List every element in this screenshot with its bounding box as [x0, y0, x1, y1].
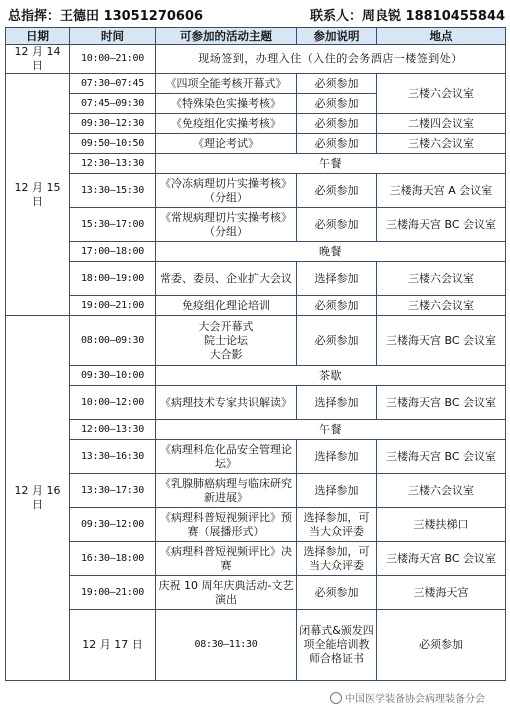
table-row	[6, 542, 506, 576]
column-header-time: 时间	[70, 28, 156, 45]
table-row	[6, 474, 506, 508]
table-row	[6, 134, 506, 154]
topic-cell: 《四项全能考核开幕式》	[156, 74, 297, 94]
note-cell: 选择参加，可当大众评委	[297, 542, 377, 576]
topic-cell: 《理论考试》	[156, 134, 297, 154]
topic-cell: 庆祝 10 周年庆典活动-文艺演出	[156, 576, 297, 610]
note-cell: 必须参加	[297, 74, 377, 94]
place-cell: 三楼六会议室	[377, 74, 506, 114]
note-cell: 必须参加	[297, 296, 377, 316]
lunch-cell: 午餐	[156, 420, 506, 440]
table-row	[6, 420, 506, 440]
note-cell: 必须参加	[297, 208, 377, 242]
time-cell: 18:00—19:00	[70, 262, 156, 296]
time-cell: 09:30—12:00	[70, 508, 156, 542]
topic-cell: 免疫组化理论培训	[156, 296, 297, 316]
header-bar	[0, 0, 510, 28]
time-cell: 15:30—17:00	[70, 208, 156, 242]
contact-info	[310, 5, 505, 24]
topic-cell: 《病理技术专家共识解读》	[156, 386, 297, 420]
place-cell: 三楼六会议室	[377, 262, 506, 296]
column-header-note: 参加说明	[297, 28, 377, 45]
note-cell: 必须参加	[377, 610, 506, 681]
table-row	[6, 508, 506, 542]
table-row	[6, 440, 506, 474]
topic-cell: 《免疫组化实操考核》	[156, 114, 297, 134]
date-cell: 12 月 14 日	[6, 45, 70, 74]
topic-cell	[156, 316, 297, 366]
time-cell: 07:45—09:30	[70, 94, 156, 114]
table-row	[6, 576, 506, 610]
topic-cell: 《常规病理切片实操考核》（分组）	[156, 208, 297, 242]
table-row	[6, 316, 506, 366]
place-cell: 三楼扶梯口	[377, 508, 506, 542]
time-cell: 16:30—18:00	[70, 542, 156, 576]
table-row	[6, 242, 506, 262]
column-header-date: 日期	[6, 28, 70, 45]
place-cell: 三楼海天宫 BC 会议室	[377, 440, 506, 474]
note-cell: 必须参加	[297, 134, 377, 154]
place-cell: 三楼海天宫 BC 会议室	[377, 208, 506, 242]
table-row	[6, 174, 506, 208]
time-cell: 13:30—17:30	[70, 474, 156, 508]
watermark-text: 中国医学装备协会病理装备分会	[345, 694, 485, 705]
date-cell: 12 月 15 日	[6, 74, 70, 316]
time-cell: 07:30—07:45	[70, 74, 156, 94]
table-row	[6, 208, 506, 242]
note-cell: 必须参加	[297, 114, 377, 134]
table-row	[6, 366, 506, 386]
wechat-icon	[330, 692, 342, 704]
table-row	[6, 386, 506, 420]
topic-cell: 《特殊染色实操考核》	[156, 94, 297, 114]
note-cell: 必须参加	[297, 316, 377, 366]
topic-line: 院士论坛	[204, 333, 248, 347]
leader-label: 总指挥：	[8, 9, 61, 24]
topic-cell: 《病理科普短视频评比》决赛	[156, 542, 297, 576]
contact-value: 周良锐 18810455844	[362, 9, 506, 24]
column-header-topic: 可参加的活动主题	[156, 28, 297, 45]
table-row	[6, 74, 506, 94]
table-row	[6, 296, 506, 316]
date-cell: 12 月 17 日	[70, 610, 156, 681]
date-cell: 12 月 16 日	[6, 316, 70, 681]
time-cell: 13:30—15:30	[70, 174, 156, 208]
place-cell: 三楼海天宫	[377, 576, 506, 610]
topic-cell: 《乳腺肺癌病理与临床研究新进展》	[156, 474, 297, 508]
note-cell: 选择参加	[297, 386, 377, 420]
time-cell: 10:00—12:00	[70, 386, 156, 420]
topic-cell: 《病理科普短视频评比》预赛（展播形式）	[156, 508, 297, 542]
place-cell: 三楼海天宫 BC 会议室	[377, 316, 506, 366]
watermark	[330, 690, 485, 705]
time-cell: 12:30—13:30	[70, 154, 156, 174]
topic-cell: 闭幕式&颁发四项全能培训教师合格证书	[297, 610, 377, 681]
time-cell: 09:30—10:00	[70, 366, 156, 386]
note-cell: 选择参加	[297, 262, 377, 296]
place-cell: 三楼海天宫 A 会议室	[377, 174, 506, 208]
table-row	[6, 114, 506, 134]
table-row	[6, 610, 506, 681]
header-row	[6, 28, 506, 45]
time-cell: 19:00—21:00	[70, 576, 156, 610]
column-header-place: 地点	[377, 28, 506, 45]
time-cell: 10:00—21:00	[70, 45, 156, 74]
place-cell: 三楼海天宫 BC 会议室	[377, 386, 506, 420]
leader-info	[8, 5, 203, 24]
topic-cell: 《冷冻病理切片实操考核》（分组）	[156, 174, 297, 208]
time-cell: 12:00—13:30	[70, 420, 156, 440]
place-cell: 三楼六会议室	[377, 296, 506, 316]
note-cell: 必须参加	[297, 174, 377, 208]
leader-value: 王德田 13051270606	[60, 9, 204, 24]
time-cell: 09:30—12:30	[70, 114, 156, 134]
place-cell: 三楼海天宫 BC 会议室	[377, 542, 506, 576]
topic-line: 大合影	[209, 347, 243, 361]
time-cell: 08:30—11:30	[156, 610, 297, 681]
time-cell: 09:50—10:50	[70, 134, 156, 154]
note-cell: 选择参加	[297, 474, 377, 508]
time-cell: 17:00—18:00	[70, 242, 156, 262]
place-cell: 二楼四会议室	[377, 114, 506, 134]
note-cell: 选择参加，可当大众评委	[297, 508, 377, 542]
note-cell: 选择参加	[297, 440, 377, 474]
dinner-cell: 晚餐	[156, 242, 506, 262]
note-cell: 必须参加	[297, 576, 377, 610]
checkin-cell: 现场签到，办理入住（入住的会务酒店一楼签到处）	[156, 45, 506, 74]
table-row	[6, 45, 506, 74]
tea-break-cell: 茶歇	[156, 366, 506, 386]
topic-cell: 常委、委员、企业扩大会议	[156, 262, 297, 296]
time-cell: 08:00—09:30	[70, 316, 156, 366]
time-cell: 19:00—21:00	[70, 296, 156, 316]
place-cell: 三楼六会议室	[377, 474, 506, 508]
schedule-table	[5, 27, 506, 681]
note-cell: 必须参加	[297, 94, 377, 114]
contact-label: 联系人：	[310, 9, 363, 24]
topic-line: 大会开幕式	[198, 319, 254, 333]
table-row	[6, 262, 506, 296]
place-cell: 三楼六会议室	[377, 134, 506, 154]
lunch-cell: 午餐	[156, 154, 506, 174]
time-cell: 13:30—16:30	[70, 440, 156, 474]
table-row	[6, 154, 506, 174]
topic-cell: 《病理科危化品安全管理论坛》	[156, 440, 297, 474]
